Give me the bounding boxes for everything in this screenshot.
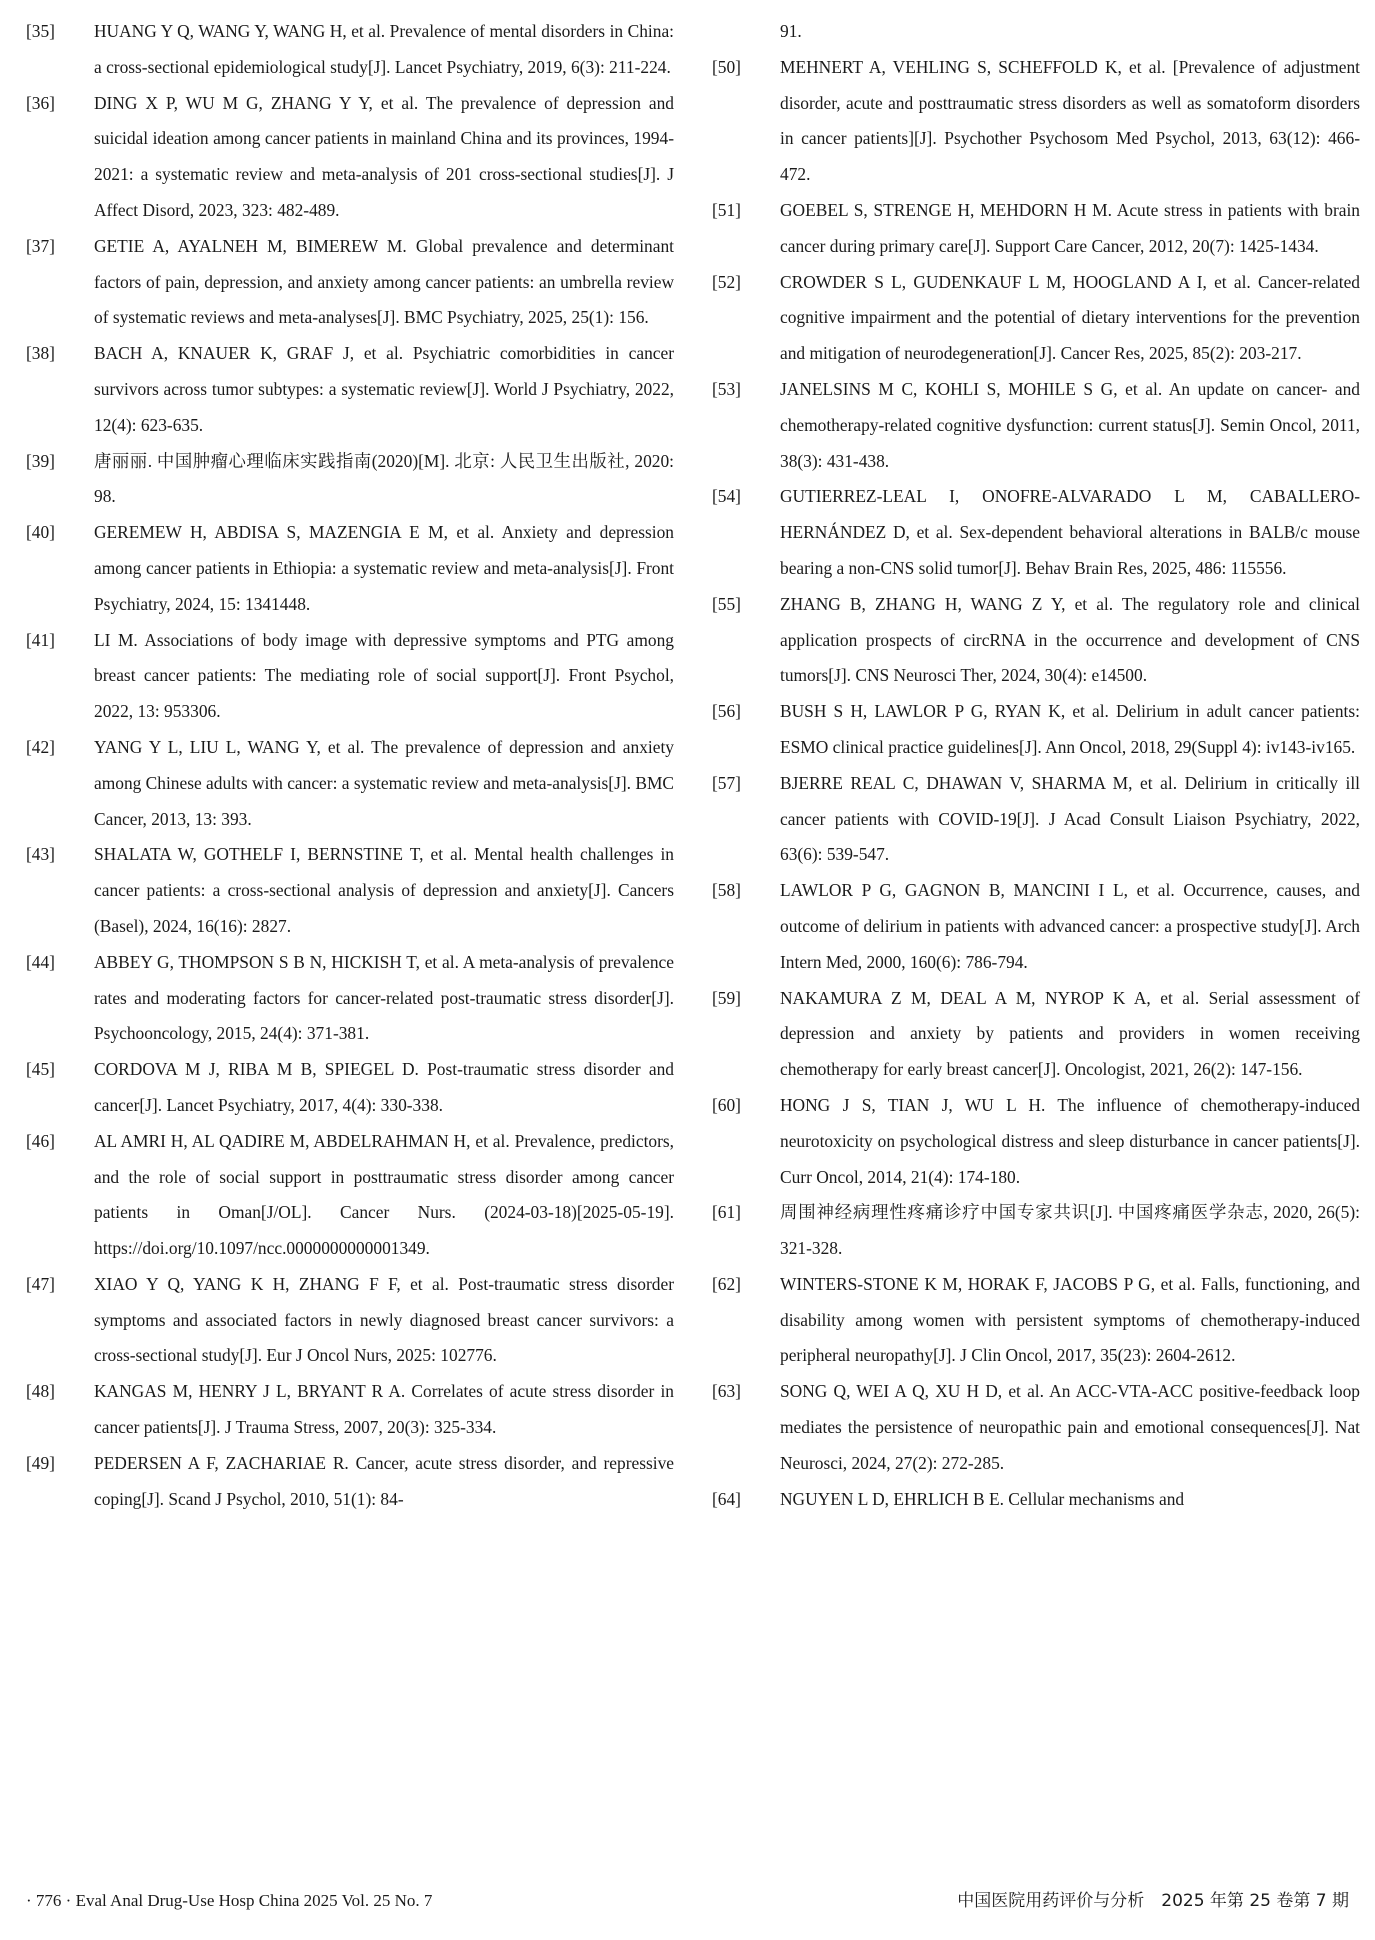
reference-number: [38]	[26, 343, 55, 364]
reference-text: NGUYEN L D, EHRLICH B E. Cellular mechanisms and	[780, 1488, 1185, 1509]
reference-item	[26, 837, 674, 944]
reference-number: [39]	[26, 450, 55, 471]
reference-text: 周围神经病理性疼痛诊疗中国专家共识[J]. 中国疼痛医学杂志, 2020, 26(5): 321-328.	[780, 1202, 1360, 1259]
page-footer	[26, 1886, 1349, 1916]
reference-item	[26, 1124, 674, 1267]
reference-number: [52]	[712, 271, 741, 292]
reference-item	[712, 479, 1360, 586]
reference-number: [46]	[26, 1130, 55, 1151]
reference-text: BJERRE REAL C, DHAWAN V, SHARMA M, et al. Delirium in critically ill cancer patients with COVID-19[J]. J Acad Consult Liaison Psychiatry, 2022, 63(6): 539-547.	[780, 772, 1360, 865]
reference-item	[712, 1088, 1360, 1195]
reference-number: [64]	[712, 1488, 741, 1509]
reference-number: [49]	[26, 1452, 55, 1473]
reference-number: [55]	[712, 593, 741, 614]
reference-text: YANG Y L, LIU L, WANG Y, et al. The prevalence of depression and anxiety among Chinese adults with cancer: a systematic review and meta-analysis[J]. BMC Cancer, 2013, 13: 393.	[94, 736, 675, 829]
reference-continuation: 91.	[780, 21, 802, 41]
reference-number: [62]	[712, 1273, 741, 1294]
reference-item	[712, 1374, 1360, 1481]
reference-text: SONG Q, WEI A Q, XU H D, et al. An ACC-VTA-ACC positive-feedback loop mediates the persistence of neuropathic pain and emotional consequences[J]. Nat Neurosci, 2024, 27(2): 272-285.	[780, 1381, 1360, 1473]
reference-item	[712, 372, 1360, 479]
reference-item	[26, 1052, 674, 1124]
reference-text: NAKAMURA Z M, DEAL A M, NYROP K A, et al. Serial assessment of depression and anxiety by patients and providers in women receiving chemotherapy for early breast cancer[J]. Oncologist, 2021, 26(2): 147-156.	[780, 987, 1360, 1080]
reference-item	[712, 766, 1360, 873]
reference-text: CROWDER S L, GUDENKAUF L M, HOOGLAND A I, et al. Cancer-related cognitive impairment and the potential of dietary interventions for the prevention and mitigation of neurodegeneration[J]. Cancer Res, 2025, 85(2): 203-217.	[780, 271, 1360, 364]
reference-text: CORDOVA M J, RIBA M B, SPIEGEL D. Post-traumatic stress disorder and cancer[J]. Lancet Psychiatry, 2017, 4(4): 330-338.	[94, 1059, 674, 1115]
reference-number: [61]	[712, 1202, 741, 1223]
reference-item	[712, 1267, 1360, 1374]
references-right-column	[712, 14, 1360, 1517]
reference-item	[712, 587, 1360, 694]
reference-item	[712, 1482, 1360, 1518]
reference-text: AL AMRI H, AL QADIRE M, ABDELRAHMAN H, et al. Prevalence, predictors, and the role of social support in posttraumatic stress disorder among cancer patients in Oman[J/OL]. Cancer Nurs. (2024-03-18)[2025-05-19]. https://doi.org/10.1097/ncc.0000000000001349.	[94, 1130, 674, 1259]
reference-text: PEDERSEN A F, ZACHARIAE R. Cancer, acute stress disorder, and repressive coping[J]. Scand J Psychol, 2010, 51(1): 84-	[94, 1452, 674, 1509]
footer-journal-cn: 中国医院用药评价与分析 2025 年第 25 卷第 7 期	[957, 1891, 1349, 1911]
reference-text: MEHNERT A, VEHLING S, SCHEFFOLD K, et al. [Prevalence of adjustment disorder, acute and posttraumatic stress disorders as well as somatoform disorders in cancer patients][J]. Psychother Psychosom Med Psychol, 2013, 63(12): 466-472.	[780, 56, 1360, 185]
reference-text: HUANG Y Q, WANG Y, WANG H, et al. Prevalence of mental disorders in China: a cross-sectional epidemiological study[J]. Lancet Psychiatry, 2019, 6(3): 211-224.	[94, 21, 674, 77]
reference-number: [57]	[712, 772, 741, 793]
reference-number: [54]	[712, 486, 741, 507]
reference-number: [63]	[712, 1381, 741, 1402]
reference-text: LAWLOR P G, GAGNON B, MANCINI I L, et al. Occurrence, causes, and outcome of delirium in patients with advanced cancer: a prospective study[J]. Arch Intern Med, 2000, 160(6): 786-794.	[780, 880, 1360, 972]
reference-number: [35]	[26, 21, 55, 41]
reference-item	[26, 730, 674, 837]
reference-item	[26, 1446, 674, 1518]
reference-item	[26, 945, 674, 1052]
reference-text: XIAO Y Q, YANG K H, ZHANG F F, et al. Post-traumatic stress disorder symptoms and associated factors in newly diagnosed breast cancer survivors: a cross-sectional study[J]. Eur J Oncol Nurs, 2025: 102776.	[94, 1273, 674, 1366]
reference-item	[26, 336, 674, 443]
reference-item	[26, 623, 674, 730]
reference-item	[26, 229, 674, 336]
reference-number: [40]	[26, 522, 55, 543]
reference-text: 唐丽丽. 中国肿瘤心理临床实践指南(2020)[M]. 北京: 人民卫生出版社, 2020: 98.	[94, 450, 674, 507]
reference-item	[26, 515, 674, 622]
reference-item	[712, 981, 1360, 1088]
reference-text: KANGAS M, HENRY J L, BRYANT R A. Correlates of acute stress disorder in cancer patients[J]. J Trauma Stress, 2007, 20(3): 325-334.	[94, 1381, 674, 1438]
reference-text: JANELSINS M C, KOHLI S, MOHILE S G, et al. An update on cancer- and chemotherapy-related cognitive dysfunction: current status[J]. Semin Oncol, 2011, 38(3): 431-438.	[780, 378, 1360, 471]
footer-journal-en: · 776 · Eval Anal Drug-Use Hosp China 2025 Vol. 25 No. 7	[26, 1891, 433, 1910]
reference-item	[712, 50, 1360, 193]
reference-number: [45]	[26, 1059, 55, 1080]
reference-item	[26, 86, 674, 229]
reference-number: [48]	[26, 1381, 55, 1402]
reference-item	[712, 873, 1360, 980]
reference-item	[26, 1267, 674, 1374]
reference-number: [43]	[26, 844, 55, 865]
reference-number: [47]	[26, 1273, 55, 1294]
reference-number: [60]	[712, 1094, 741, 1115]
reference-text: WINTERS-STONE K M, HORAK F, JACOBS P G, et al. Falls, functioning, and disability among women with persistent symptoms of chemotherapy-induced peripheral neuropathy[J]. J Clin Oncol, 2017, 35(23): 2604-2612.	[780, 1273, 1360, 1366]
reference-number: [36]	[26, 92, 55, 113]
reference-text: GETIE A, AYALNEH M, BIMEREW M. Global prevalence and determinant factors of pain, depression, and anxiety among cancer patients: an umbrella review of systematic reviews and meta-analyses[J]. BMC Psychiatry, 2025, 25(1): 156.	[94, 235, 674, 328]
reference-text: GEREMEW H, ABDISA S, MAZENGIA E M, et al. Anxiety and depression among cancer patients in Ethiopia: a systematic review and meta-analysis[J]. Front Psychiatry, 2024, 15: 1341448.	[94, 522, 674, 614]
reference-item	[712, 265, 1360, 372]
reference-item	[712, 694, 1360, 766]
reference-text: BUSH S H, LAWLOR P G, RYAN K, et al. Delirium in adult cancer patients: ESMO clinical practice guidelines[J]. Ann Oncol, 2018, 29(Suppl 4): iv143-iv165.	[780, 701, 1360, 757]
reference-number: [51]	[712, 199, 741, 220]
reference-text: SHALATA W, GOTHELF I, BERNSTINE T, et al. Mental health challenges in cancer patients: a cross-sectional analysis of depression and anxiety[J]. Cancers (Basel), 2024, 16(16): 2827.	[94, 844, 674, 936]
reference-text: DING X P, WU M G, ZHANG Y Y, et al. The prevalence of depression and suicidal ideation among cancer patients in mainland China and its provinces, 1994-2021: a systematic review and meta-analysis of 201 cross-sectional studies[J]. J Affect Disord, 2023, 323: 482-489.	[94, 92, 674, 220]
reference-number: [50]	[712, 56, 741, 77]
reference-number: [44]	[26, 951, 55, 972]
reference-item	[26, 1374, 674, 1446]
reference-item	[26, 14, 674, 86]
reference-number: [41]	[26, 629, 55, 650]
reference-number: [53]	[712, 378, 741, 399]
reference-number: [56]	[712, 701, 741, 722]
reference-text: ZHANG B, ZHANG H, WANG Z Y, et al. The regulatory role and clinical application prospects of circRNA in the occurrence and development of CNS tumors[J]. CNS Neurosci Ther, 2024, 30(4): e14500.	[780, 593, 1360, 686]
reference-text: LI M. Associations of body image with depressive symptoms and PTG among breast cancer patients: The mediating role of social support[J]. Front Psychol, 2022, 13: 953306.	[94, 629, 674, 722]
reference-item	[712, 1195, 1360, 1267]
reference-number: [59]	[712, 987, 741, 1008]
reference-number: [37]	[26, 235, 55, 256]
reference-number: [42]	[26, 736, 55, 757]
reference-text: HONG J S, TIAN J, WU L H. The influence of chemotherapy-induced neurotoxicity on psychological distress and sleep disturbance in cancer patients[J]. Curr Oncol, 2014, 21(4): 174-180.	[780, 1094, 1360, 1187]
reference-text: GOEBEL S, STRENGE H, MEHDORN H M. Acute stress in patients with brain cancer during primary care[J]. Support Care Cancer, 2012, 20(7): 1425-1434.	[780, 199, 1360, 256]
reference-number: [58]	[712, 880, 741, 901]
reference-item	[26, 444, 674, 516]
reference-text: BACH A, KNAUER K, GRAF J, et al. Psychiatric comorbidities in cancer survivors across tumor subtypes: a systematic review[J]. World J Psychiatry, 2022, 12(4): 623-635.	[94, 343, 674, 435]
reference-text: ABBEY G, THOMPSON S B N, HICKISH T, et al. A meta-analysis of prevalence rates and moderating factors for cancer-related post-traumatic stress disorder[J]. Psychooncology, 2015, 24(4): 371-381.	[94, 951, 674, 1044]
reference-text: GUTIERREZ-LEAL I, ONOFRE-ALVARADO L M, CABALLERO-HERNÁNDEZ D, et al. Sex-dependent behavioral alterations in BALB/c mouse bearing a non-CNS solid tumor[J]. Behav Brain Res, 2025, 486: 115556.	[780, 486, 1360, 578]
reference-item	[712, 193, 1360, 265]
references-left-column	[26, 14, 674, 1517]
